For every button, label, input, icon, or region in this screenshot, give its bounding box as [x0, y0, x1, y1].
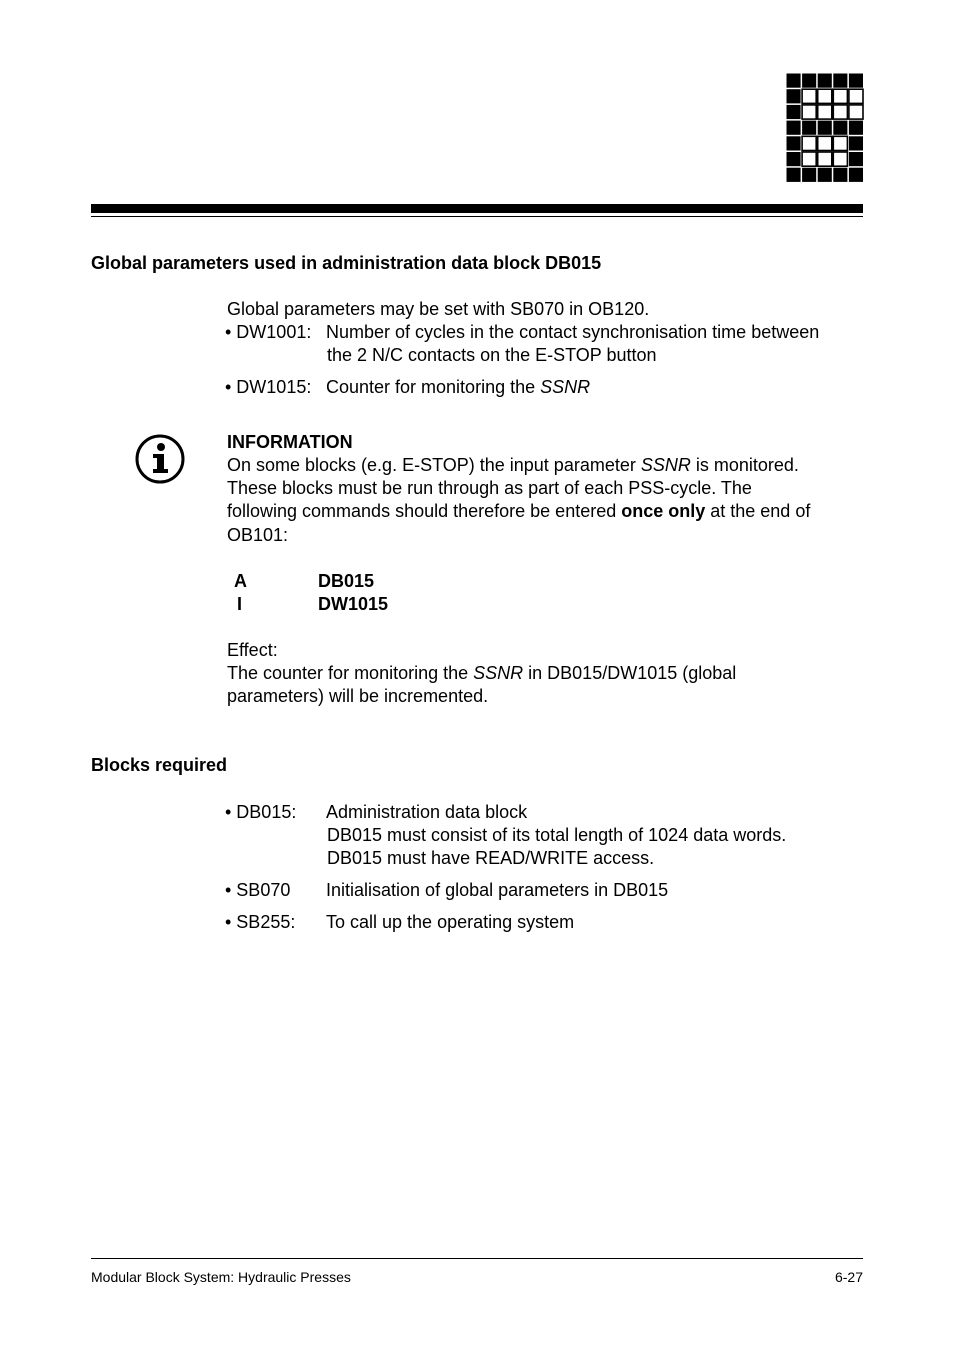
header-rule-thin — [91, 216, 863, 217]
command-arg: DW1015 — [318, 594, 389, 614]
block-desc: Administration data block — [326, 802, 528, 822]
section-heading-global-params: Global parameters used in administration data block DB015 — [91, 253, 602, 273]
block-key-db015: • DB015: — [225, 802, 297, 822]
block-desc: DB015 must consist of its total length of 1024 data words. — [327, 825, 787, 845]
block-desc: Initialisation of global parameters in DB015 — [326, 880, 669, 900]
company-logo — [786, 73, 864, 183]
command-op: A — [234, 571, 247, 591]
block-desc: DB015 must have READ/WRITE access. — [327, 848, 655, 868]
bullet-key-dw1015: • DW1015: — [225, 377, 312, 397]
footer-rule — [91, 1258, 863, 1259]
block-desc: To call up the operating system — [326, 912, 575, 932]
block-key-sb070: • SB070 — [225, 880, 291, 900]
bullet-text-dw1001-cont: the 2 N/C contacts on the E-STOP button — [327, 345, 657, 365]
info-line-2: These blocks must be run through as part of each PSS-cycle. The — [227, 478, 752, 498]
bullet-key-dw1001: • DW1001: — [225, 322, 312, 342]
bullet-text-dw1001: Number of cycles in the contact synchronisation time between — [326, 322, 820, 342]
info-line-3: following commands should therefore be entered once only at the end of — [227, 501, 811, 521]
section-heading-blocks-required: Blocks required — [91, 755, 228, 775]
effect-label: Effect: — [227, 640, 278, 660]
header-rule — [91, 204, 863, 213]
command-arg: DB015 — [318, 571, 375, 591]
block-key-sb255: • SB255: — [225, 912, 296, 932]
effect-line-1: The counter for monitoring the SSNR in DB015/DW1015 (global — [227, 663, 737, 683]
footer-title: Modular Block System: Hydraulic Presses — [91, 1269, 351, 1285]
effect-line-2: parameters) will be incremented. — [227, 686, 489, 706]
info-line-1: On some blocks (e.g. E-STOP) the input parameter SSNR is monitored. — [227, 455, 799, 475]
bullet-text-dw1015: Counter for monitoring the SSNR — [326, 377, 591, 397]
info-line-4: OB101: — [227, 525, 289, 545]
info-title: INFORMATION — [227, 432, 353, 452]
command-op: I — [237, 594, 243, 614]
intro-text: Global parameters may be set with SB070 in OB120. — [227, 299, 650, 319]
page-number: 6-27 — [834, 1269, 863, 1285]
info-icon — [134, 433, 186, 485]
